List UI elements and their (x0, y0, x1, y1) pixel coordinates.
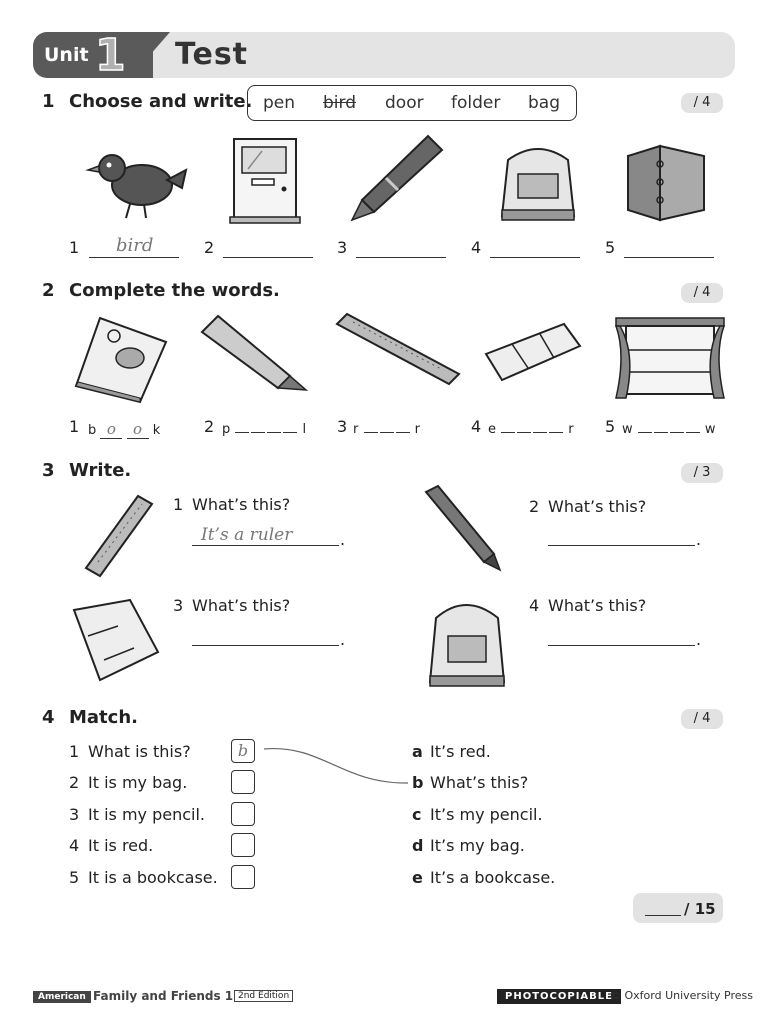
s3-item2-period: . (696, 530, 702, 549)
s2-item1-num: 1 (69, 417, 80, 436)
unit-tab-slant (130, 32, 170, 78)
s2-item4-word[interactable] (488, 420, 574, 437)
word-folder: folder (451, 93, 501, 113)
section1-score: / 4 (681, 93, 723, 113)
match-right-c-text: It’s my pencil. (430, 805, 543, 824)
s3-item2-question: What’s this? (548, 497, 647, 516)
match-right-d-text: It’s my bag. (430, 836, 525, 855)
match-left-2-num: 2 (69, 773, 80, 792)
s3-item3-num: 3 (173, 596, 184, 615)
pencil-picture (198, 312, 310, 394)
match-line (262, 740, 412, 790)
s2-item2-word[interactable] (222, 420, 306, 437)
pen-picture-2 (422, 482, 504, 574)
footer-photocopiable: PHOTOCOPIABLE (497, 989, 621, 1004)
match-box-1[interactable] (231, 739, 255, 763)
section3-number: 3 (42, 460, 55, 481)
s3-item3-period: . (340, 630, 346, 649)
match-left-5-num: 5 (69, 868, 80, 887)
s2-item3-word[interactable] (353, 420, 420, 437)
match-right-c-letter: c (412, 805, 422, 824)
s1-item1-line[interactable] (89, 257, 179, 258)
s3-item1-answer: It’s a ruler (201, 525, 293, 545)
s1-item2-num: 2 (204, 238, 215, 257)
eraser-picture (484, 320, 584, 386)
s3-item1-line[interactable] (192, 545, 339, 546)
bird-picture (82, 140, 192, 222)
s2-item1-fill1: o (100, 420, 122, 439)
book-picture (70, 312, 170, 404)
section1-number: 1 (42, 91, 55, 112)
section4-title: Match. (69, 707, 138, 728)
section2-number: 2 (42, 280, 55, 301)
word-bag: bag (528, 93, 560, 113)
s2-item2-num: 2 (204, 417, 215, 436)
s2-item1-word[interactable] (88, 420, 160, 439)
section2-score: / 4 (681, 283, 723, 303)
s2-item5-first: w (622, 422, 633, 437)
s1-item5-line[interactable] (624, 257, 714, 258)
match-left-3-num: 3 (69, 805, 80, 824)
s1-item4-num: 4 (471, 238, 482, 257)
section4-number: 4 (42, 707, 55, 728)
s3-item1-num: 1 (173, 495, 184, 514)
s2-item1-first: b (88, 423, 97, 438)
match-left-2-text: It is my bag. (88, 773, 188, 792)
s2-item2-last: l (302, 422, 307, 437)
s1-item1-answer: bird (116, 235, 154, 256)
unit-label: Unit (44, 44, 89, 66)
s2-item1-last: k (152, 423, 161, 438)
s3-item4-num: 4 (529, 596, 540, 615)
s3-item4-period: . (696, 630, 702, 649)
s2-item4-first: e (488, 422, 496, 437)
match-left-1-num: 1 (69, 742, 80, 761)
s2-item4-num: 4 (471, 417, 482, 436)
s3-item3-line[interactable] (192, 645, 339, 646)
pen-picture (346, 128, 446, 224)
s1-item3-line[interactable] (356, 257, 446, 258)
s1-item2-line[interactable] (223, 257, 313, 258)
match-box-5[interactable] (231, 865, 255, 889)
section3-title: Write. (69, 460, 132, 481)
s2-item3-first: r (353, 422, 359, 437)
door-picture (228, 135, 304, 225)
word-bird: bird (323, 93, 356, 113)
eraser-picture-2 (70, 596, 162, 686)
match-box-2[interactable] (231, 770, 255, 794)
s2-item5-word[interactable] (622, 420, 716, 437)
ruler-picture (333, 312, 463, 388)
footer-publisher: © Oxford University Press (610, 989, 754, 1002)
s3-item1-question: What’s this? (192, 495, 291, 514)
match-right-a-text: It’s red. (430, 742, 491, 761)
footer-book: Family and Friends 1 (93, 989, 234, 1003)
match-left-4-num: 4 (69, 836, 80, 855)
s1-item1-num: 1 (69, 238, 80, 257)
match-right-b-text: What’s this? (430, 773, 529, 792)
s2-item5-last: w (704, 422, 716, 437)
ruler-picture-2 (82, 492, 158, 578)
s3-item4-line[interactable] (548, 645, 695, 646)
s2-item3-num: 3 (337, 417, 348, 436)
s1-item5-num: 5 (605, 238, 616, 257)
section2-title: Complete the words. (69, 280, 280, 301)
word-door: door (385, 93, 424, 113)
s2-item5-num: 5 (605, 417, 616, 436)
s3-item2-line[interactable] (548, 545, 695, 546)
s3-item2-num: 2 (529, 497, 540, 516)
folder-picture (620, 142, 710, 224)
match-box-1-answer: b (237, 741, 249, 760)
match-right-e-text: It’s a bookcase. (430, 868, 556, 887)
section1-title: Choose and write. (69, 91, 253, 112)
match-left-5-text: It is a bookcase. (88, 868, 218, 887)
footer-edition: 2nd Edition (234, 990, 293, 1002)
match-right-b-letter: b (412, 773, 424, 792)
page-title: Test (175, 37, 249, 72)
s3-item1-period: . (340, 530, 346, 549)
bag-picture-2 (420, 596, 514, 690)
window-picture (612, 314, 728, 402)
section3-score: / 3 (681, 463, 723, 483)
footer-badge: American (33, 991, 91, 1003)
total-score-text: / 15 (684, 900, 716, 918)
s2-item2-first: p (222, 422, 231, 437)
match-box-3[interactable] (231, 802, 255, 826)
unit-number: 1 (95, 30, 126, 81)
match-right-e-letter: e (412, 868, 423, 887)
s2-item4-last: r (568, 422, 574, 437)
section4-score: / 4 (681, 709, 723, 729)
match-left-1-text: What is this? (88, 742, 191, 761)
word-pen: pen (263, 93, 296, 113)
match-right-d-letter: d (412, 836, 424, 855)
match-box-4[interactable] (231, 833, 255, 857)
match-left-3-text: It is my pencil. (88, 805, 205, 824)
s3-item4-question: What’s this? (548, 596, 647, 615)
s2-item1-fill2: o (127, 420, 149, 439)
s3-item3-question: What’s this? (192, 596, 291, 615)
s1-item4-line[interactable] (490, 257, 580, 258)
s2-item3-last: r (414, 422, 420, 437)
match-left-4-text: It is red. (88, 836, 154, 855)
bag-picture (488, 140, 588, 224)
s1-item3-num: 3 (337, 238, 348, 257)
total-score-line[interactable] (645, 915, 681, 916)
match-right-a-letter: a (412, 742, 423, 761)
